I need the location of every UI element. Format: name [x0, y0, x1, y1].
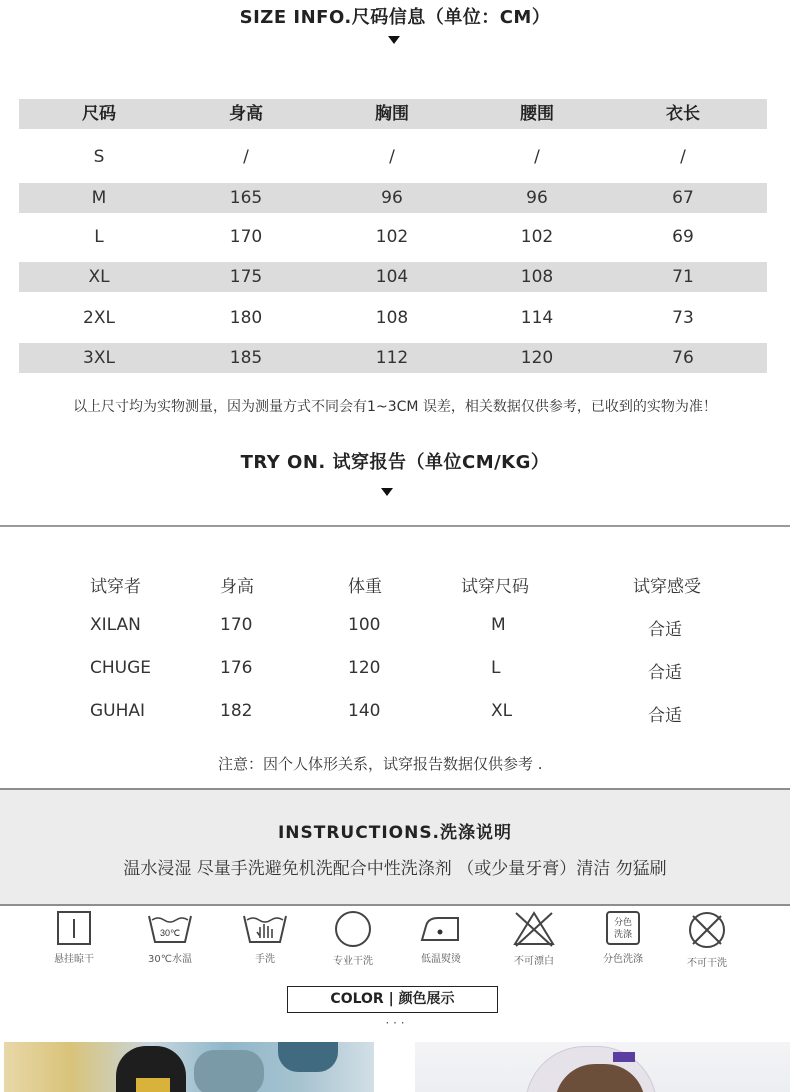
try-cell: M	[491, 615, 506, 635]
try-cell: 120	[348, 658, 381, 678]
size-info-title: SIZE INFO.尺码信息（单位：CM）	[239, 7, 551, 28]
try-cell: 140	[348, 701, 381, 721]
table-cell: XL	[88, 267, 110, 287]
instructions-text: 温水浸湿 尽量手洗避免机洗配合中性洗涤剂 （或少量牙膏）清洁 勿猛刷	[123, 859, 667, 879]
try-header-cell: 身高	[220, 577, 254, 597]
try-header-cell: 体重	[348, 577, 382, 597]
table-cell: 2XL	[83, 308, 115, 328]
try-cell: 合适	[648, 620, 682, 640]
no-bleach-icon	[512, 910, 556, 948]
table-cell: 108	[520, 267, 554, 287]
cap-logo	[613, 1052, 635, 1062]
table-cell: 67	[672, 188, 694, 208]
try-header-cell: 试穿者	[90, 577, 141, 597]
try-cell: 合适	[648, 706, 682, 726]
care-item	[406, 910, 476, 965]
instructions-title: INSTRUCTIONS.洗涤说明	[277, 823, 513, 843]
care-label: 不可干洗	[687, 958, 727, 969]
care-label: 30℃水温	[148, 954, 192, 965]
header-cell: 尺码	[82, 104, 116, 124]
try-cell: CHUGE	[90, 658, 152, 678]
care-label: 分色洗涤	[603, 954, 643, 965]
color-section-title: COLOR | 颜色展示	[287, 986, 498, 1013]
table-cell: 108	[375, 308, 409, 328]
low-iron-icon	[418, 910, 464, 946]
table-cell: 102	[520, 227, 554, 247]
table-cell: 76	[672, 348, 694, 368]
table-row	[19, 303, 767, 333]
try-on-note: 注意：因个人体形关系，试穿报告数据仅供参考 .	[218, 755, 543, 773]
table-cell: /	[534, 147, 540, 167]
header-cell: 身高	[229, 104, 263, 124]
product-photo	[415, 1042, 790, 1092]
size-info-arrow-icon	[388, 36, 400, 44]
table-cell: 71	[672, 267, 694, 287]
photo-shape	[278, 1042, 338, 1072]
table-cell: /	[389, 147, 395, 167]
table-cell: S	[93, 147, 105, 167]
table-cell: /	[243, 147, 249, 167]
hang-dry-icon	[56, 910, 92, 946]
table-row	[19, 142, 767, 172]
table-cell: 104	[375, 267, 409, 287]
header-cell: 腰围	[520, 104, 554, 124]
care-label: 低温熨烫	[421, 954, 461, 965]
header-cell: 衣长	[666, 104, 700, 124]
table-cell: 165	[229, 188, 263, 208]
size-note: 以上尺寸均为实物测量，因为测量方式不同会有1~3CM 误差，相关数据仅供参考，已收到的实物为准！	[73, 399, 717, 415]
try-header-cell: 试穿尺码	[461, 577, 529, 597]
size-table-header	[19, 99, 767, 129]
table-row	[19, 343, 767, 373]
care-label: 手洗	[255, 954, 275, 965]
product-photo	[4, 1042, 374, 1092]
svg-text:分色: 分色	[613, 917, 633, 927]
table-cell: 73	[672, 308, 694, 328]
try-cell: XILAN	[90, 615, 141, 635]
care-label: 悬挂晾干	[54, 954, 94, 965]
try-cell: 合适	[648, 663, 682, 683]
try-on-arrow-icon	[381, 488, 393, 496]
table-cell: M	[91, 188, 107, 208]
care-label: 专业干洗	[333, 956, 373, 967]
try-cell: 182	[220, 701, 253, 721]
table-cell: 69	[672, 227, 694, 247]
try-cell: 170	[220, 615, 253, 635]
try-cell: XL	[491, 701, 513, 721]
care-item	[499, 910, 569, 967]
table-cell: 3XL	[83, 348, 115, 368]
care-item	[318, 910, 388, 967]
dry-clean-icon	[334, 910, 372, 948]
try-cell: 100	[348, 615, 381, 635]
try-header-cell: 试穿感受	[633, 577, 701, 597]
table-cell: 120	[520, 348, 554, 368]
care-item	[39, 910, 109, 965]
try-cell: GUHAI	[90, 701, 146, 721]
care-item	[135, 910, 205, 965]
divider	[0, 525, 790, 527]
table-cell: 114	[520, 308, 554, 328]
try-cell: L	[491, 658, 501, 678]
table-cell: 180	[229, 308, 263, 328]
table-row	[19, 222, 767, 252]
try-cell: 176	[220, 658, 253, 678]
wash-30-icon	[147, 910, 193, 946]
table-cell: 102	[375, 227, 409, 247]
try-on-title: TRY ON. 试穿报告（单位CM/KG）	[240, 452, 550, 473]
table-cell: /	[680, 147, 686, 167]
table-cell: 112	[375, 348, 409, 368]
wash-temp-text: 30℃	[159, 928, 181, 938]
svg-text:洗涤: 洗涤	[613, 929, 633, 939]
table-cell: 170	[229, 227, 263, 247]
instructions-panel	[0, 788, 790, 906]
no-tumble-dry-icon	[687, 910, 727, 950]
cap-logo	[136, 1078, 170, 1092]
table-row	[19, 262, 767, 292]
table-row	[19, 183, 767, 213]
separate-wash-icon	[605, 910, 641, 946]
table-cell: L	[94, 227, 104, 247]
care-item	[672, 910, 742, 969]
table-cell: 185	[229, 348, 263, 368]
table-cell: 96	[381, 188, 403, 208]
table-cell: 96	[526, 188, 548, 208]
care-item	[230, 910, 300, 965]
photo-shape	[194, 1050, 264, 1092]
care-label: 不可漂白	[514, 956, 554, 967]
header-cell: 胸围	[375, 104, 409, 124]
care-item	[588, 910, 658, 965]
color-dots: · · ·	[385, 1016, 405, 1030]
table-cell: 175	[229, 267, 263, 287]
hand-wash-icon	[242, 910, 288, 946]
